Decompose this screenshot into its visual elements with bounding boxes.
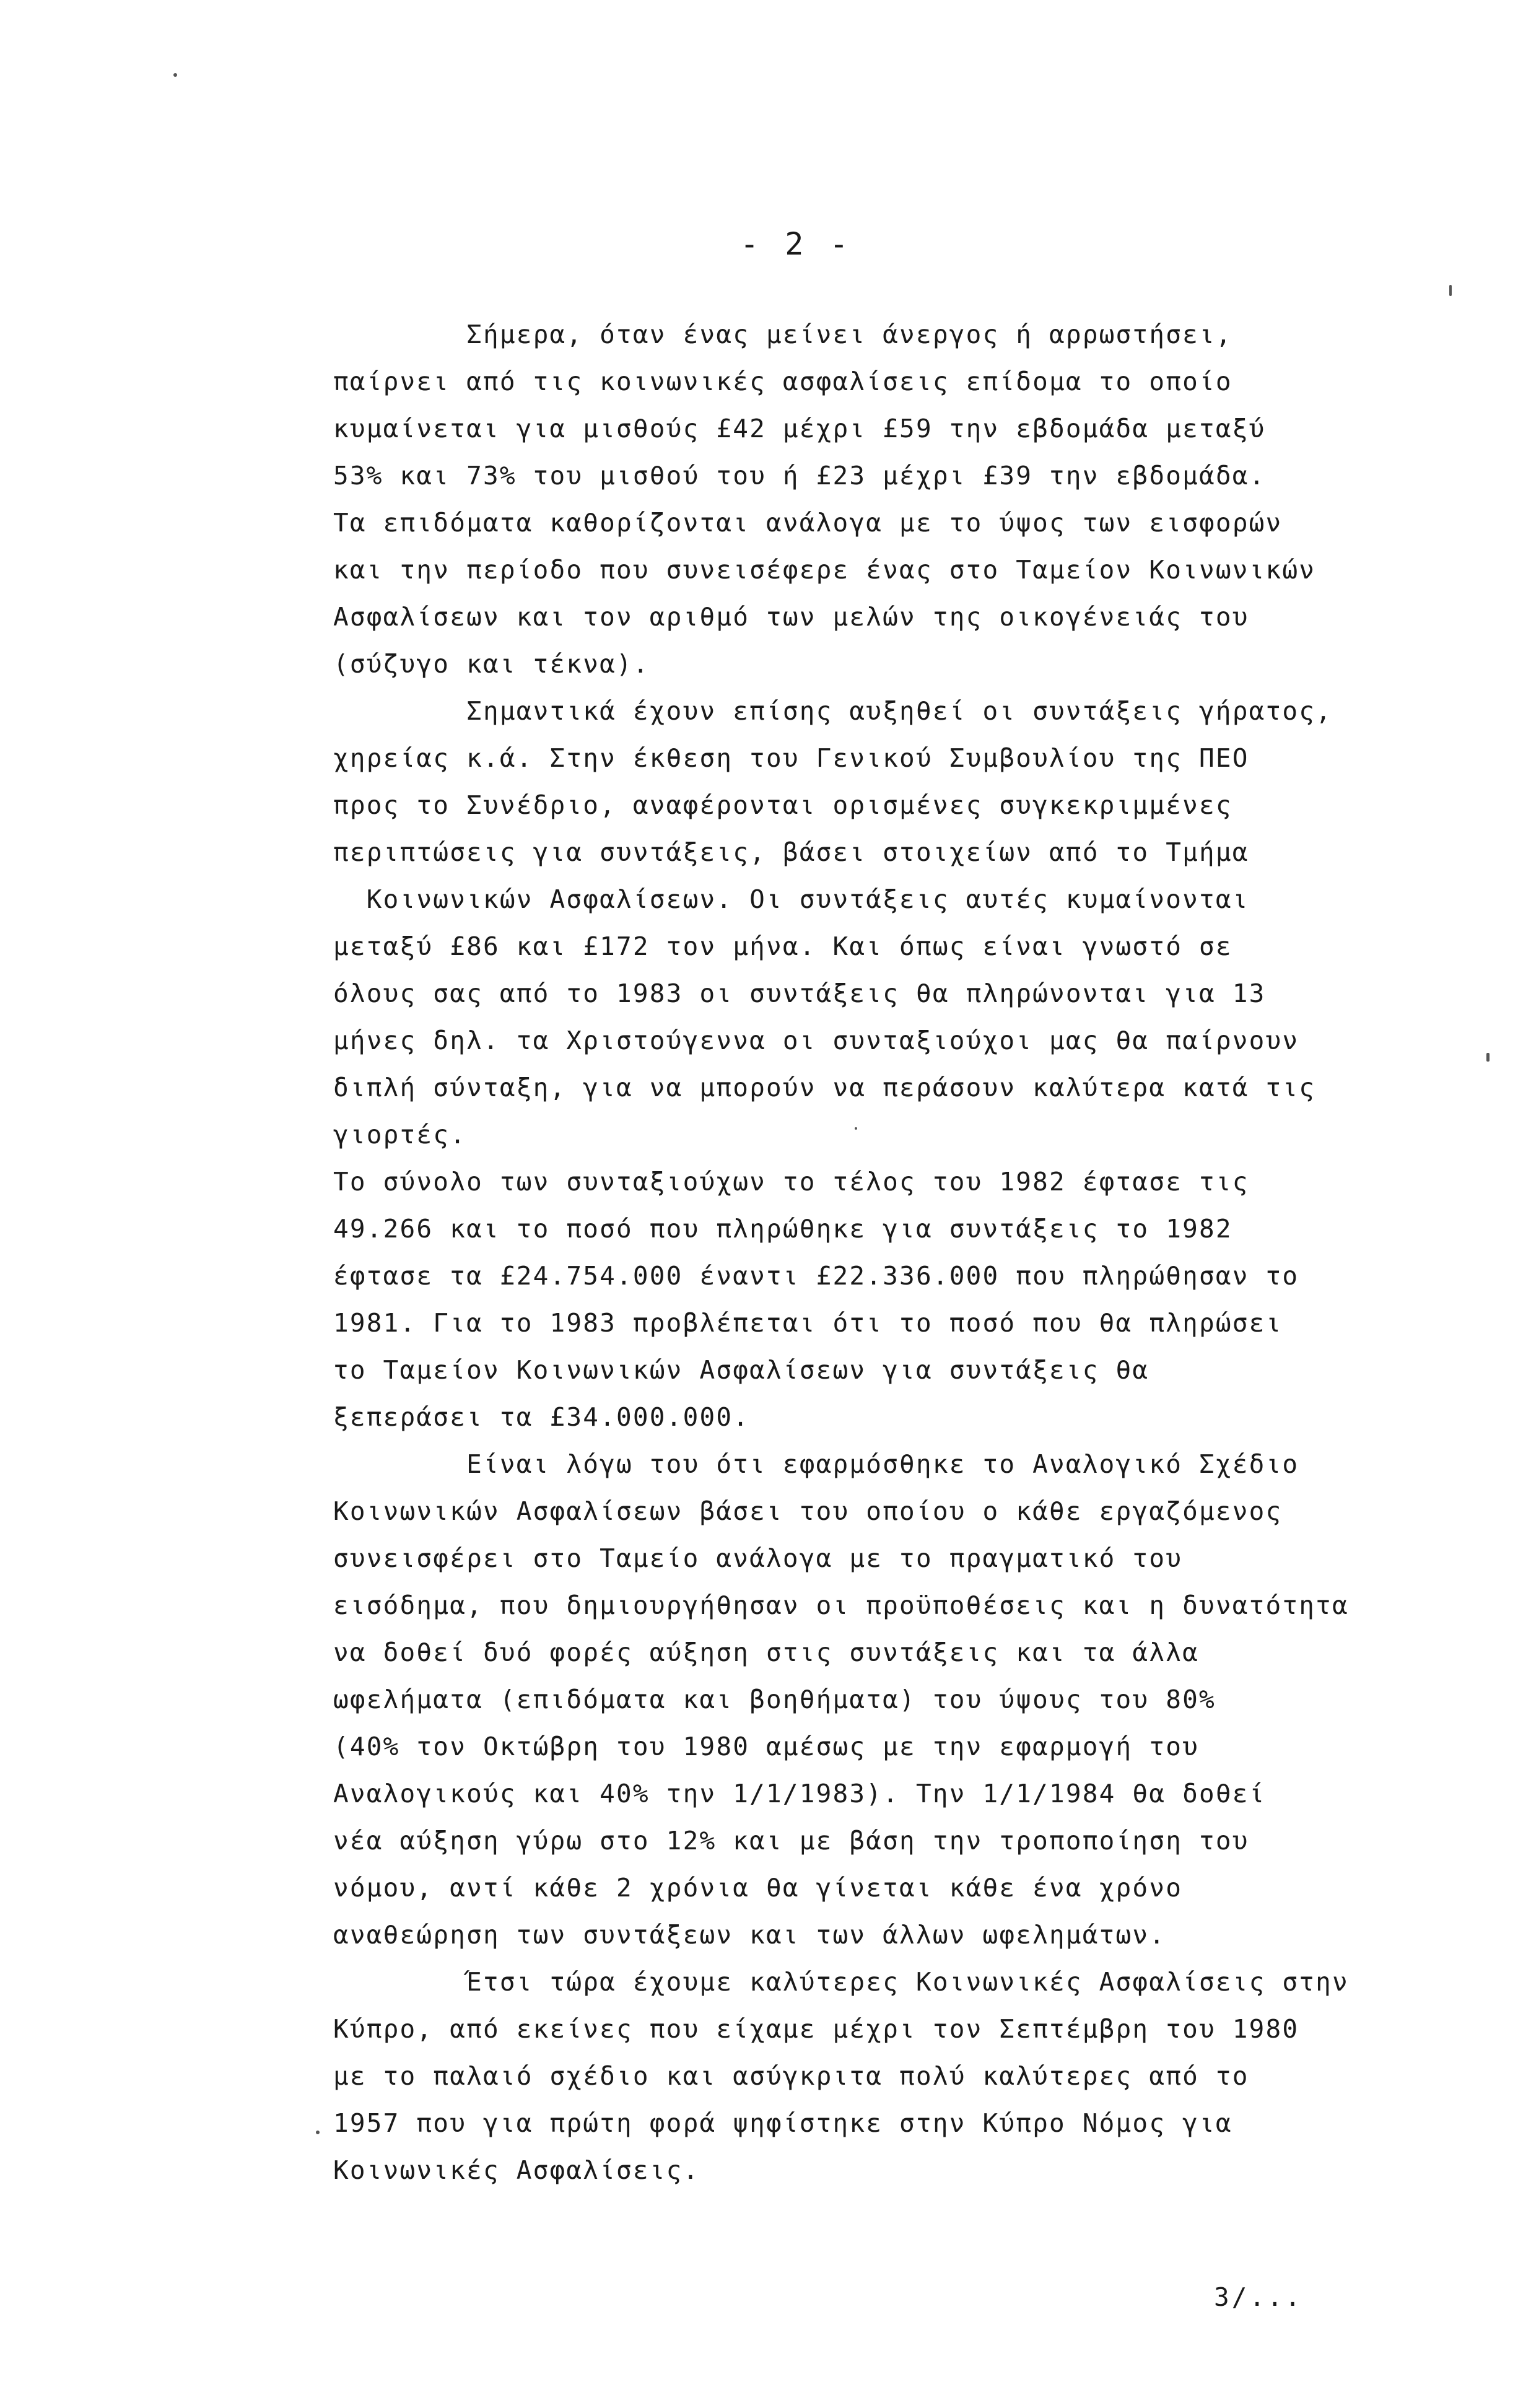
text-line: νόμου, αντί κάθε 2 χρόνια θα γίνεται κάθε ένα χρόνο [333,1873,1183,1903]
page-number: - 2 - [740,226,852,262]
text-line: και την περίοδο που συνεισέφερε ένας στο Ταμείον Κοινωνικών [333,555,1316,585]
text-line: ωφελήματα (επιδόματα και βοηθήματα) του ύψους του 80% [333,1685,1216,1714]
text-line: Αναλογικούς και 40% την 1/1/1983). Την 1/1/1984 θα δοθεί [333,1779,1266,1808]
text-line: Είναι λόγω του ότι εφαρμόσθηκε το Αναλογικό Σχέδιο [333,1449,1299,1479]
scan-speck [1486,1053,1490,1062]
text-line: 1957 που για πρώτη φορά ψηφίστηκε στην Κύπρο Νόμος για [333,2108,1232,2138]
text-line: έφτασε τα £24.754.000 έναντι £22.336.000 που πληρώθησαν το [333,1261,1299,1291]
scan-speck [1449,285,1452,296]
text-line: Κοινωνικών Ασφαλίσεων. Οι συντάξεις αυτές κυμαίνονται [333,884,1249,914]
text-line: Έτσι τώρα έχουμε καλύτερες Κοινωνικές Ασφαλίσεις στην [333,1967,1349,1997]
continuation-marker: 3/... [1214,2282,1303,2312]
text-line: 1981. Για το 1983 προβλέπεται ότι το ποσό που θα πληρώσει [333,1308,1283,1338]
text-line: χηρείας κ.ά. Στην έκθεση του Γενικού Συμβουλίου της ΠΕΟ [333,743,1249,773]
text-line: εισόδημα, που δημιουργήθησαν οι προϋποθέσεις και η δυνατότητα [333,1590,1349,1620]
text-line: (40% τον Οκτώβρη του 1980 αμέσως με την εφαρμογή του [333,1732,1199,1761]
text-line: ξεπεράσει τα £34.000.000. [333,1402,750,1432]
scan-speck [316,2131,320,2134]
text-line: με το παλαιό σχέδιο και ασύγκριτα πολύ καλύτερες από το [333,2061,1249,2091]
text-line: συνεισφέρει στο Ταμείο ανάλογα με το πραγματικό του [333,1543,1183,1573]
text-line: Ασφαλίσεων και τον αριθμό των μελών της οικογένειάς του [333,602,1249,632]
text-line: Κύπρο, από εκείνες που είχαμε μέχρι τον Σεπτέμβρη του 1980 [333,2014,1299,2044]
text-line: Τα επιδόματα καθορίζονται ανάλογα με το ύψος των εισφορών [333,508,1283,538]
text-line: Το σύνολο των συνταξιούχων το τέλος του 1982 έφτασε τις [333,1167,1249,1197]
text-line: κυμαίνεται για μισθούς £42 μέχρι £59 την εβδομάδα μεταξύ [333,414,1266,443]
text-line: γιορτές. [333,1120,467,1149]
text-line: νέα αύξηση γύρω στο 12% και με βάση την τροποποίηση του [333,1826,1249,1856]
text-line: μεταξύ £86 και £172 τον μήνα. Και όπως είναι γνωστό σε [333,931,1232,961]
text-line: 53% και 73% του μισθού του ή £23 μέχρι £39 την εβδομάδα. [333,461,1266,491]
text-line: περιπτώσεις για συντάξεις, βάσει στοιχείων από το Τμήμα [333,837,1249,867]
text-line: αναθεώρηση των συντάξεων και των άλλων ωφελημάτων. [333,1920,1166,1950]
text-line: 49.266 και το ποσό που πληρώθηκε για συντάξεις το 1982 [333,1214,1232,1244]
text-line: Κοινωνικών Ασφαλίσεων βάσει του οποίου ο κάθε εργαζόμενος [333,1496,1283,1526]
text-line: Σημαντικά έχουν επίσης αυξηθεί οι συντάξεις γήρατος, [333,696,1333,726]
text-line: διπλή σύνταξη, για να μπορούν να περάσουν καλύτερα κατά τις [333,1073,1316,1102]
scan-speck [173,73,177,77]
text-line: μήνες δηλ. τα Χριστούγεννα οι συνταξιούχοι μας θα παίρνουν [333,1026,1299,1055]
text-line: να δοθεί δυό φορές αύξηση στις συντάξεις και τα άλλα [333,1638,1199,1667]
scan-speck [855,1127,857,1130]
text-line: το Ταμείον Κοινωνικών Ασφαλίσεων για συντάξεις θα [333,1355,1149,1385]
text-line: παίρνει από τις κοινωνικές ασφαλίσεις επίδομα το οποίο [333,367,1232,396]
text-line: προς το Συνέδριο, αναφέρονται ορισμένες συγκεκριμμένες [333,790,1232,820]
text-line: όλους σας από το 1983 οι συντάξεις θα πληρώνονται για 13 [333,979,1266,1008]
text-line: Κοινωνικές Ασφαλίσεις. [333,2155,700,2185]
text-line: Σήμερα, όταν ένας μείνει άνεργος ή αρρωστήσει, [333,320,1232,349]
text-line: (σύζυγο και τέκνα). [333,649,650,679]
